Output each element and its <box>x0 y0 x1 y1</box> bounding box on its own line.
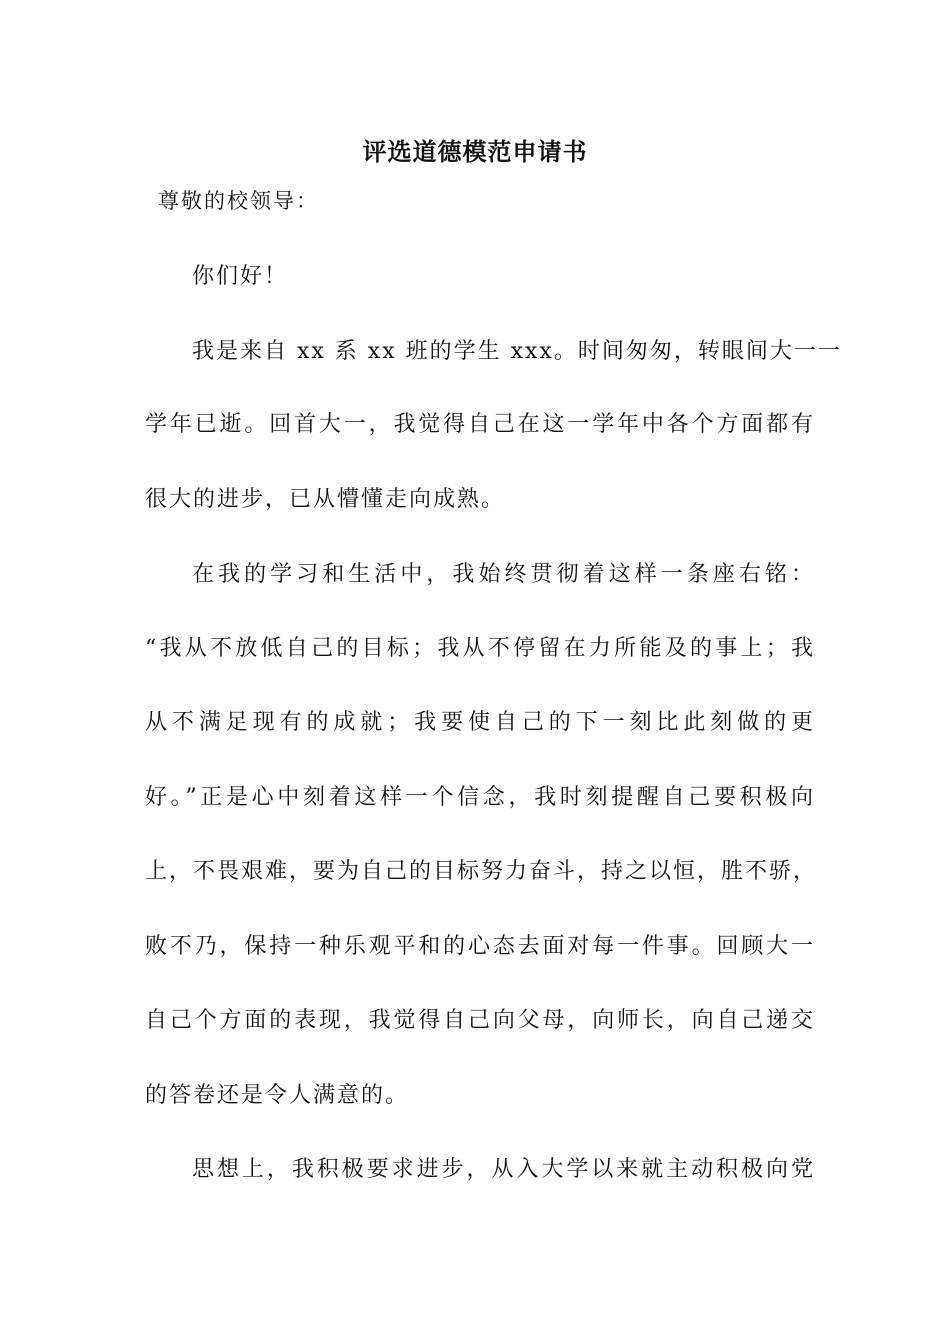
body-line: 学年已逝。回首大一，我觉得自己在这一学年中各个方面都有 <box>145 412 815 437</box>
body-line: 上，不畏艰难，要为自己的目标努力奋斗，持之以恒，胜不骄， <box>145 859 818 884</box>
body-line: 败不乃，保持一种乐观平和的心态去面对每一件事。回顾大一 <box>145 934 815 959</box>
body-line: 在我的学习和生活中，我始终贯彻着这样一条座右铭： <box>192 562 815 587</box>
body-line: 很大的进步，已从懵懂走向成熟。 <box>145 487 506 512</box>
body-line: 思想上，我积极要求进步，从入大学以来就主动积极向党 <box>192 1157 815 1182</box>
body-line: 我是来自 xx 系 xx 班的学生 xxx。时间匆匆，转眼间大一一 <box>192 339 842 364</box>
document-title: 评选道德模范申请书 <box>362 137 588 166</box>
body-line: 从不满足现有的成就；我要使自己的下一刻比此刻做的更 <box>145 710 815 735</box>
body-line: 的答卷还是令人满意的。 <box>145 1083 410 1108</box>
body-line: 你们好！ <box>192 264 289 289</box>
body-line: 自己个方面的表现，我觉得自己向父母，向师长，向自己递交 <box>145 1008 815 1033</box>
body-line: 好。”正是心中刻着这样一个信念，我时刻提醒自己要积极向 <box>145 785 815 810</box>
salutation: 尊敬的校领导： <box>158 189 319 213</box>
body-line: “我从不放低自己的目标；我从不停留在力所能及的事上；我 <box>145 636 815 661</box>
